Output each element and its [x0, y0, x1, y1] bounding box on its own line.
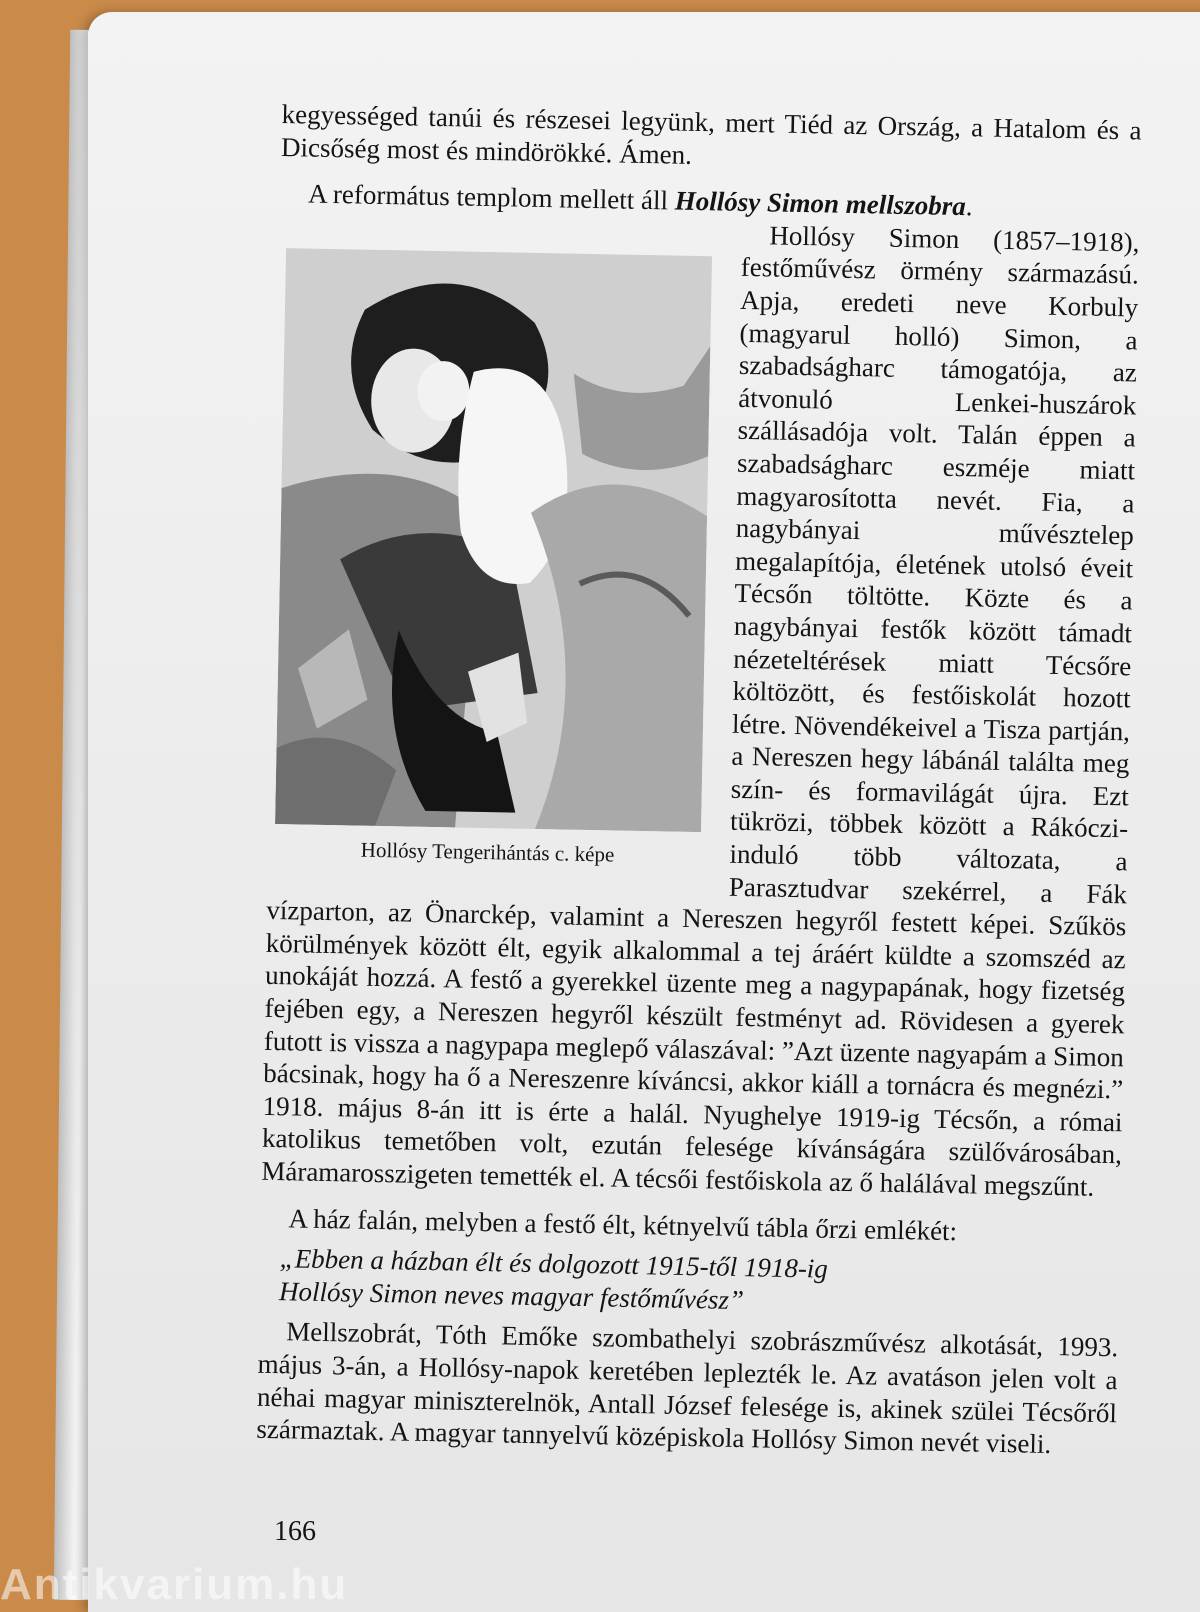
painting-figure — [267, 248, 719, 868]
statue-title: Hollósy Simon mellszobra — [674, 185, 967, 222]
watermark: Antikvarium.hu — [0, 1560, 349, 1609]
paragraph-bust-unveiling: Mellszobrát, Tóth Emőke szombathelyi szobrászművész alkotását, 1993. május 3-án, a Hollósy-napok keretében leplezték le. Az avatáson jelen volt a néhai magyar miniszterelnök, Antall József felesége is, akinek szülei Técsőről származtak. A magyar tannyelvű középiskola Hollósy Simon nevét viseli. — [256, 1316, 1119, 1460]
paragraph-memorial-plaque: A ház falán, melyben a festő élt, kétnyelvű tábla őrzi emlékét: — [288, 1202, 958, 1246]
paragraph-prayer-end: kegyességed tanúi és részesei legyünk, mert Tiéd az Ország, a Hatalom és a Dicsőség most és mindörökké. Ámen. — [280, 98, 1142, 170]
painting-illustration — [275, 248, 712, 832]
statue-intro-period: . — [965, 191, 973, 222]
page-number: 166 — [274, 1516, 316, 1547]
plaque-quote — [279, 1242, 1120, 1323]
painting-image — [275, 248, 712, 832]
plaque-quote-line-1: „Ebben a házban élt és dolgozott 1915-től 1918-ig — [279, 1243, 829, 1284]
paragraph-hollosy-biography: Hollósy Simon (1857–1918), festőművész örmény származású. Apja, eredeti neve Korbuly (magyarul holló) Simon, a szabadságharc támogatója, az átvonuló Lenkei-huszárok szállásadója volt. Talán éppen a szabadságharc eszméje miatt magyarosította nevét. Fia, a nagybányai művésztelep megalapítója, életének utolsó éveit Técsőn töltötte. Közte és a nagybányai festők között támadt nézeteltérések miatt Técsőre költözött, és festőiskolát hozott létre. Növendékeivel a Tisza partján, a Nereszen hegy lábánál találta meg szín- és formavilágát újra. Ezt tükrözi, többek között a Rákóczi-induló több változata, a Parasztudvar szekérrel, a Fák vízparton, az Önarckép, valamint a Nereszen hegyről festett képei. Szűkös körülmények között élt, egyik alkalommal a tej áráért küldte a szomszéd az unokáját hozzá. A festő a gyerekkel üzente meg a nagypapának, hogy fizetség fejében egy, a Nereszen hegyről készült festményt ad. Rövidesen a gyerek futott is vissza a nagypapa meglepő válaszával: ”Azt üzente nagyapám a Simon bácsinak, hogy ha ő a Nereszenre kíváncsi, akkor kiáll a tornácra és megnézi.” 1918. május 8-án itt is érte a halál. Nyughelye 1919-ig Técsőn, a római katolikus temetőben volt, ezután felesége kívánságára szülővárosában, Máramarosszigeten temették el. A técsői festőiskola az ő halálával megszűnt. — [261, 220, 1140, 1202]
statue-intro-text: A református templom mellett áll — [307, 178, 676, 216]
page-text — [256, 98, 1142, 1462]
plaque-quote-line-2: Hollósy Simon neves magyar festőművész” — [278, 1275, 745, 1315]
painting-caption: Hollósy Tengerihántás c. képe — [360, 837, 615, 867]
